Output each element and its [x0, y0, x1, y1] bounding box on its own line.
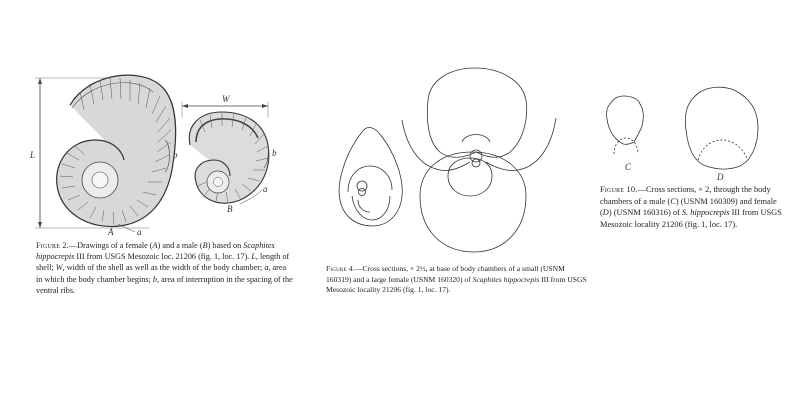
cross-section-male-c [607, 96, 644, 154]
label-a-specimen: A [108, 227, 114, 237]
figure-10-cross-sections [590, 0, 800, 180]
figure-4-caption: Figure 4.—Cross sections, × 2½, at base of body chambers of a small (USNM 160319) and a large female (USNM 160320) of Scaphites hippocrepis III from USGS Mesozoic locality 21206 (fig. 1, loc. 17). [326, 264, 587, 295]
label-d-specimen: D [717, 172, 724, 182]
figure-10-caption: Figure 10.—Cross sections, × 2, through the body chambers of a male (C) (USNM 160309) and female (D) (USNM 160316) of S. hippocrepis III from USGS Mesozoic locality 21206 (fig. 1, loc. 17). [600, 185, 782, 229]
figure-2-drawing [0, 0, 300, 240]
label-b-specimen: B [227, 204, 233, 214]
label-l: L [30, 150, 36, 160]
cross-section-female-d [685, 87, 758, 169]
cross-section-large [402, 68, 556, 252]
label-a-area-a: a [137, 227, 142, 237]
figure-4 [300, 0, 590, 400]
specimen-a-shell [57, 75, 176, 226]
specimen-b-shell [189, 112, 269, 203]
label-a-area-b: a [263, 184, 268, 194]
figure-2-caption: Figure 2.—Drawings of a female (A) and a male (B) based on Scaphites hippocrepis III from USGS Mesozoic loc. 21206 (fig. 1, loc. 17). L, length of shell; W, width of the shell as well as the width of the body chamber; a, area in which the body chamber begins; b, area of interruption in the spacing of the ventral ribs. [36, 241, 293, 295]
figure-2 [0, 0, 300, 400]
cross-section-small [339, 128, 402, 227]
label-c-specimen: C [625, 162, 632, 172]
figure-4-cross-sections [300, 0, 590, 262]
figure-10 [590, 0, 800, 400]
label-w: W [222, 94, 230, 104]
label-b-area-a: b [173, 150, 178, 160]
label-b-area-b: b [272, 148, 277, 158]
